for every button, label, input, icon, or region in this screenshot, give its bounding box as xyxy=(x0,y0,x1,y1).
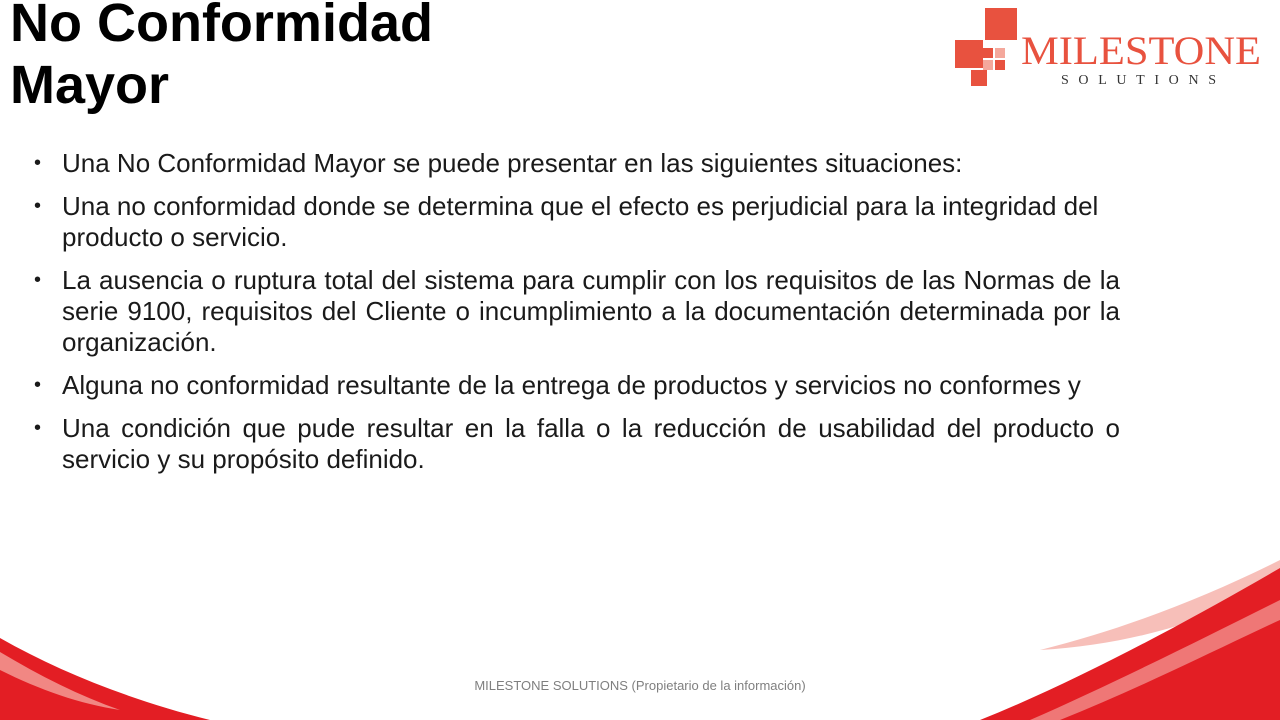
bullet-item xyxy=(34,191,1120,253)
bullet-text: Alguna no conformidad resultante de la entrega de productos y servicios no conformes y xyxy=(62,370,1081,400)
milestone-logo xyxy=(955,8,1265,88)
bullet-symbol: • xyxy=(34,195,42,217)
logo-subtitle: SOLUTIONS xyxy=(1061,73,1216,88)
bullet-symbol: • xyxy=(34,269,42,291)
bullet-item xyxy=(34,265,1120,358)
bullet-symbol: • xyxy=(34,374,42,396)
right-swoosh-light xyxy=(1040,560,1280,650)
right-swoosh xyxy=(980,568,1280,720)
footer-text: MILESTONE SOLUTIONS (Propietario de la información) xyxy=(474,678,806,693)
bullet-list xyxy=(34,148,1120,487)
bullet-symbol: • xyxy=(34,417,42,439)
bullet-item xyxy=(34,413,1120,475)
bullet-text: Una no conformidad donde se determina que el efecto es perjudicial para la integridad del producto o servicio. xyxy=(62,191,1099,252)
bullet-text: Una No Conformidad Mayor se puede presentar en las siguientes situaciones: xyxy=(62,148,963,178)
logo-squares-icon xyxy=(955,8,1017,86)
bullet-symbol: • xyxy=(34,152,42,174)
slide-title xyxy=(10,0,433,116)
bullet-text: La ausencia o ruptura total del sistema para cumplir con los requisitos de las Normas de la serie 9100, requisitos del Cliente o incumplimiento a la documentación determinada por la organización. xyxy=(62,265,1120,357)
logo-name: MILESTONE xyxy=(1021,28,1261,73)
bullet-text: Una condición que pude resultar en la falla o la reducción de usabilidad del producto o servicio y su propósito definido. xyxy=(62,413,1120,474)
title-line-1: No Conformidad xyxy=(10,0,433,53)
title-line-2: Mayor xyxy=(10,55,170,115)
right-swoosh-highlight xyxy=(1030,600,1280,720)
bullet-item xyxy=(34,370,1120,401)
bullet-item xyxy=(34,148,1120,179)
